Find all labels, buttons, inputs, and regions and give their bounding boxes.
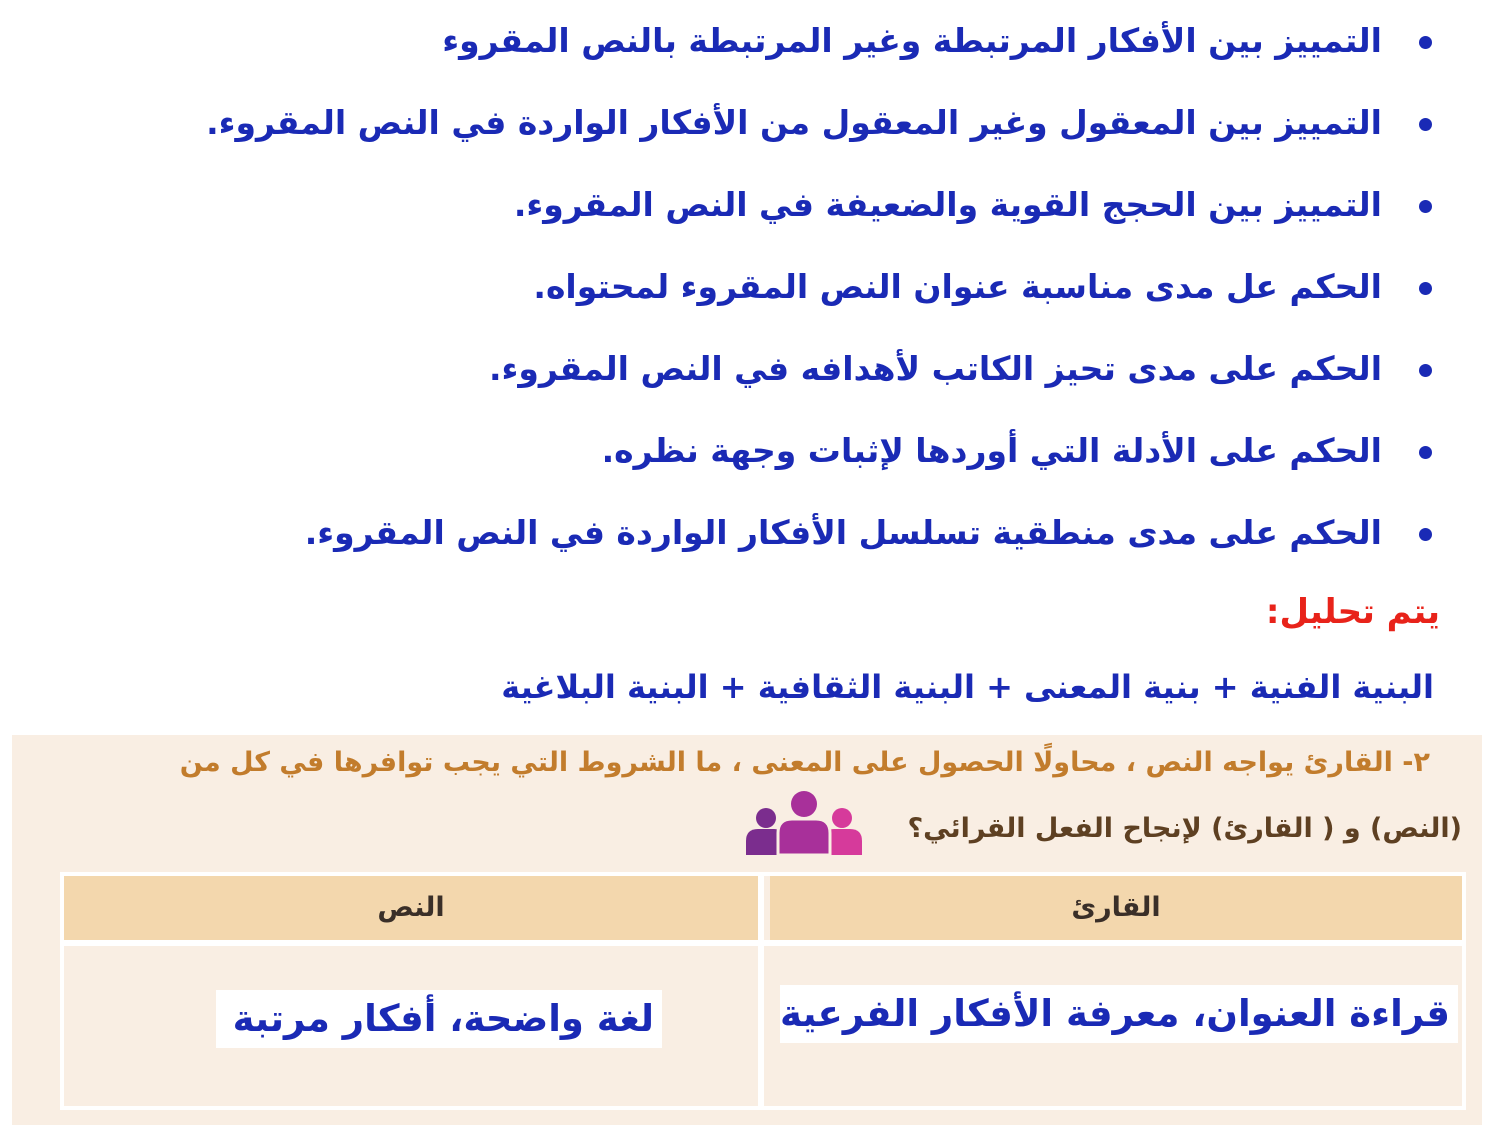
bullet-icon <box>1419 36 1432 49</box>
list-item-text: التمييز بين الحجج القوية والضعيفة في النص المقروء. <box>513 185 1382 224</box>
question-line-1: ٢- القارئ يواجه النص ، محاولًا الحصول على المعنى ، ما الشروط التي يجب توافرها في كل من <box>179 747 1430 778</box>
list-item-text: التمييز بين الأفكار المرتبطة وغير المرتبطة بالنص المقروء <box>442 21 1382 60</box>
bullet-icon <box>1419 282 1432 295</box>
list-item <box>40 492 1440 574</box>
list-item <box>40 82 1440 164</box>
bullet-icon <box>1419 364 1432 377</box>
table-divider <box>758 876 764 1106</box>
list-item-text: الحكم على مدى منطقية تسلسل الأفكار الواردة في النص المقروء. <box>304 513 1382 552</box>
table-cell-text: لغة واضحة، أفكار مرتبة <box>216 990 662 1048</box>
table-header-text: النص <box>64 876 758 940</box>
list-item-text: الحكم على الأدلة التي أوردها لإثبات وجهة نظره. <box>601 431 1382 470</box>
bullet-icon <box>1419 528 1432 541</box>
table-header-reader: القارئ <box>770 876 1462 940</box>
conditions-table <box>60 872 1466 1110</box>
list-item <box>40 328 1440 410</box>
bullet-icon <box>1419 446 1432 459</box>
list-item <box>40 410 1440 492</box>
analysis-heading: يتم تحليل: <box>1265 592 1440 632</box>
analysis-structures: البنية الفنية + بنية المعنى + البنية الثقافية + البنية البلاغية <box>501 668 1434 706</box>
people-group-icon <box>744 787 864 857</box>
bullet-icon <box>1419 200 1432 213</box>
list-item <box>40 0 1440 82</box>
table-cell-reader: قراءة العنوان، معرفة الأفكار الفرعية <box>780 985 1458 1043</box>
list-item-text: الحكم عل مدى مناسبة عنوان النص المقروء لمحتواه. <box>533 267 1382 306</box>
list-item <box>40 164 1440 246</box>
question-line-2: (النص) و ( القارئ) لإنجاح الفعل القرائي؟ <box>907 813 1462 844</box>
question-panel <box>12 735 1482 1125</box>
list-item-text: التمييز بين المعقول وغير المعقول من الأفكار الواردة في النص المقروء. <box>206 103 1382 142</box>
objectives-list <box>40 0 1440 574</box>
bullet-icon <box>1419 118 1432 131</box>
list-item <box>40 246 1440 328</box>
list-item-text: الحكم على مدى تحيز الكاتب لأهدافه في النص المقروء. <box>488 349 1382 388</box>
